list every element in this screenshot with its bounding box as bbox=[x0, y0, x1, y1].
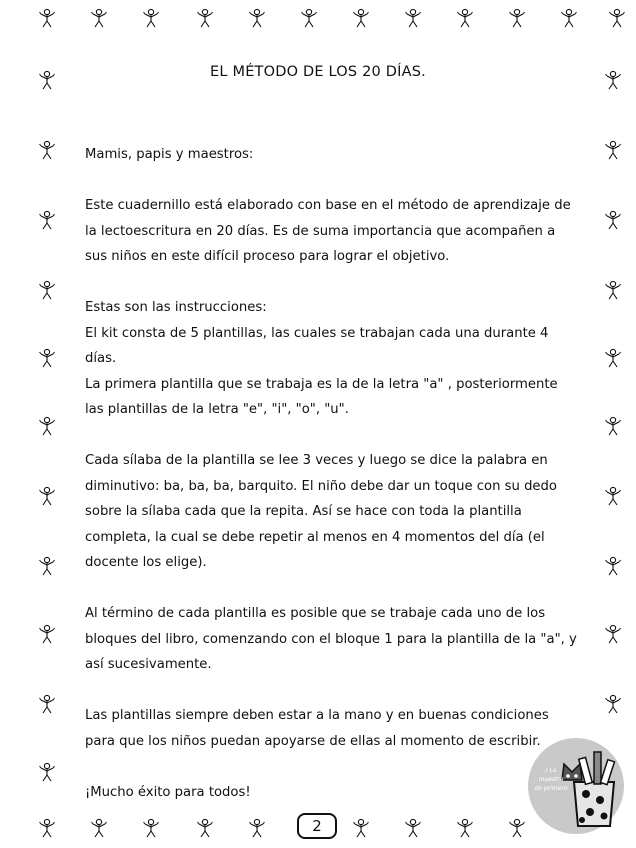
stick-figure-icon bbox=[508, 818, 526, 838]
paragraph-gap bbox=[85, 270, 605, 296]
text-line: Mamis, papis y maestros: bbox=[85, 147, 254, 162]
text-line: docente los elige). bbox=[85, 555, 207, 570]
paragraph-gap bbox=[85, 576, 605, 602]
paragraph bbox=[85, 295, 605, 423]
text-line: sus niños en este difícil proceso para lograr el objetivo. bbox=[85, 249, 450, 264]
stick-figure-icon bbox=[38, 762, 56, 782]
stick-figure-icon bbox=[404, 818, 422, 838]
text-line: Cada sílaba de la plantilla se lee 3 veces y luego se dice la palabra en bbox=[85, 453, 548, 468]
stick-figure-icon bbox=[604, 624, 622, 644]
page-title: EL MÉTODO DE LOS 20 DÍAS. bbox=[210, 64, 426, 80]
text-line: diminutivo: ba, ba, ba, barquito. El niño debe dar un toque con su dedo bbox=[85, 478, 557, 494]
paragraph bbox=[85, 193, 605, 270]
stick-figure-icon bbox=[38, 556, 56, 576]
stick-figure-icon bbox=[508, 8, 526, 28]
paragraph-gap bbox=[85, 423, 605, 449]
text-line: días. bbox=[85, 351, 117, 366]
stick-figure-icon bbox=[352, 8, 370, 28]
stick-figure-icon bbox=[38, 416, 56, 436]
stick-figure-icon bbox=[90, 818, 108, 838]
text-line: bloques del libro, comenzando con el bloque 1 para la plantilla de la "a", y bbox=[85, 631, 577, 647]
stick-figure-icon bbox=[38, 624, 56, 644]
stick-figure-icon bbox=[38, 348, 56, 368]
text-line: sobre la sílaba cada que la repita. Así se hace con toda la plantilla bbox=[85, 504, 522, 519]
paragraph bbox=[85, 142, 605, 168]
stick-figure-icon bbox=[604, 416, 622, 436]
stick-figure-icon bbox=[300, 8, 318, 28]
stick-figure-icon bbox=[404, 8, 422, 28]
stick-figure-icon bbox=[142, 8, 160, 28]
text-line: Este cuadernillo está elaborado con base en el método de aprendizaje de bbox=[85, 198, 571, 213]
paragraph-gap bbox=[85, 678, 605, 704]
text-line: para que los niños puedan apoyarse de ellas al momento de escribir. bbox=[85, 733, 541, 749]
stick-figure-icon bbox=[248, 8, 266, 28]
stick-figure-icon bbox=[560, 8, 578, 28]
stick-figure-icon bbox=[38, 8, 56, 28]
paragraph-gap bbox=[85, 168, 605, 194]
brand-logo-text: / La maestra de primero bbox=[534, 767, 568, 792]
stick-figure-icon bbox=[38, 818, 56, 838]
stick-figure-icon bbox=[604, 556, 622, 576]
stick-figure-icon bbox=[38, 694, 56, 714]
text-line: Estas son las instrucciones: bbox=[85, 300, 267, 315]
text-line: Las plantillas siempre deben estar a la mano y en buenas condiciones bbox=[85, 708, 549, 723]
text-line: completa, la cual se debe repetir al menos en 4 momentos del día (el bbox=[85, 529, 545, 545]
stick-figure-icon bbox=[352, 818, 370, 838]
body-text bbox=[85, 142, 605, 805]
brand-logo bbox=[526, 736, 626, 836]
paragraph bbox=[85, 601, 605, 678]
stick-figure-icon bbox=[38, 280, 56, 300]
stick-figure-icon bbox=[604, 348, 622, 368]
stick-figure-icon bbox=[196, 8, 214, 28]
stick-figure-icon bbox=[196, 818, 214, 838]
stick-figure-icon bbox=[248, 818, 266, 838]
stick-figure-icon bbox=[90, 8, 108, 28]
stick-figure-icon bbox=[604, 140, 622, 160]
text-line: así sucesivamente. bbox=[85, 657, 212, 672]
stick-figure-icon bbox=[604, 694, 622, 714]
page-number: 2 bbox=[297, 813, 337, 839]
stick-figure-icon bbox=[38, 140, 56, 160]
stick-figure-icon bbox=[604, 280, 622, 300]
stick-figure-icon bbox=[456, 818, 474, 838]
stick-figure-icon bbox=[38, 486, 56, 506]
paragraph bbox=[85, 448, 605, 576]
text-line: La primera plantilla que se trabaja es la de la letra "a" , posteriormente bbox=[85, 376, 558, 392]
stick-figure-icon bbox=[142, 818, 160, 838]
stick-figure-icon bbox=[38, 210, 56, 230]
text-line: El kit consta de 5 plantillas, las cuales se trabajan cada una durante 4 bbox=[85, 325, 549, 341]
stick-figure-icon bbox=[608, 8, 626, 28]
text-line: Al término de cada plantilla es posible que se trabaje cada uno de los bbox=[85, 606, 546, 621]
text-line: ¡Mucho éxito para todos! bbox=[85, 784, 251, 800]
stick-figure-icon bbox=[604, 210, 622, 230]
text-line: la lectoescritura en 20 días. Es de suma importancia que acompañen a bbox=[85, 223, 556, 239]
stick-figure-icon bbox=[456, 8, 474, 28]
text-line: las plantillas de la letra "e", "i", "o", "u". bbox=[85, 402, 349, 417]
stick-figure-icon bbox=[604, 486, 622, 506]
